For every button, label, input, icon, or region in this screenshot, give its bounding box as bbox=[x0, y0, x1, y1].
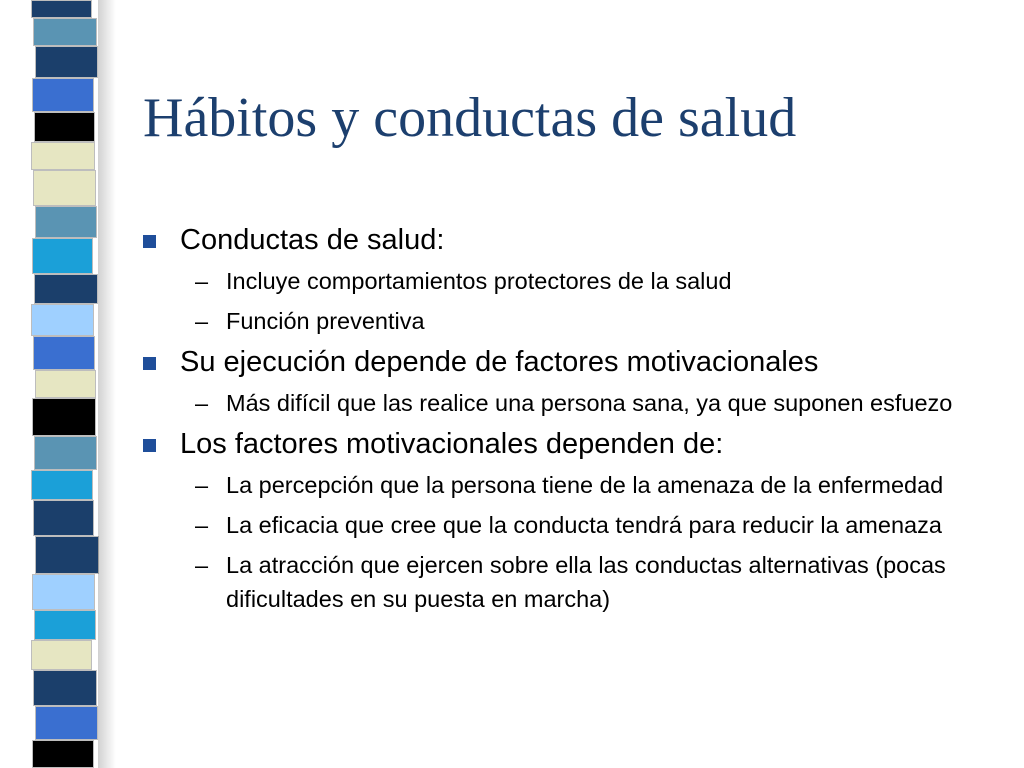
stripe-block bbox=[31, 142, 95, 170]
square-bullet-icon bbox=[143, 235, 156, 248]
sub-bullet-item bbox=[140, 304, 1000, 338]
stripe-block bbox=[31, 0, 92, 18]
stripe-block bbox=[32, 740, 94, 768]
stripe-block bbox=[31, 640, 92, 670]
stripe-block bbox=[34, 610, 96, 640]
dash-icon: – bbox=[195, 472, 209, 498]
stripe-block bbox=[31, 304, 94, 336]
stripe-block bbox=[34, 274, 98, 304]
dash-icon: – bbox=[195, 552, 209, 578]
bullet-text: Conductas de salud: bbox=[180, 224, 445, 256]
dash-icon: – bbox=[195, 512, 209, 538]
sub-bullet-item bbox=[140, 386, 1000, 420]
sub-bullet-text: La eficacia que cree que la conducta tendrá para reducir la amenaza bbox=[226, 512, 942, 538]
stripe-block bbox=[32, 574, 95, 610]
stripe-block bbox=[32, 398, 96, 436]
stripe-block bbox=[33, 500, 94, 536]
stripe-block bbox=[33, 670, 97, 706]
bullet-item bbox=[140, 222, 1000, 258]
sub-bullet-text: Incluye comportamientos protectores de la salud bbox=[226, 268, 732, 294]
decorative-stripe bbox=[0, 0, 115, 768]
square-bullet-icon bbox=[143, 439, 156, 452]
stripe-block bbox=[35, 536, 99, 574]
bullet-item bbox=[140, 426, 1000, 462]
stripe-shadow bbox=[98, 0, 116, 768]
stripe-block bbox=[35, 706, 98, 740]
square-bullet-icon bbox=[143, 357, 156, 370]
stripe-block bbox=[35, 46, 98, 78]
sub-bullet-item bbox=[140, 468, 1000, 502]
stripe-block bbox=[35, 370, 96, 398]
bullet-item bbox=[140, 344, 1000, 380]
stripe-block bbox=[32, 78, 94, 112]
sub-bullet-text: Más difícil que las realice una persona sana, ya que suponen esfuezo bbox=[226, 390, 953, 416]
stripe-block bbox=[33, 336, 95, 370]
stripe-block bbox=[35, 206, 97, 238]
sub-bullet-item bbox=[140, 264, 1000, 298]
stripe-block bbox=[31, 470, 93, 500]
slide-title: Hábitos y conductas de salud bbox=[143, 87, 797, 149]
dash-icon: – bbox=[195, 390, 209, 416]
bullet-text: Los factores motivacionales dependen de: bbox=[180, 428, 724, 460]
stripe-block bbox=[32, 238, 93, 274]
sub-bullet-item bbox=[140, 548, 1000, 616]
stripe-block bbox=[34, 436, 97, 470]
sub-bullet-item bbox=[140, 508, 1000, 542]
sub-bullet-text: La atracción que ejercen sobre ella las conductas alternativas (pocas dificultades en su puesta en marcha) bbox=[226, 552, 946, 612]
dash-icon: – bbox=[195, 268, 209, 294]
stripe-block bbox=[33, 170, 96, 206]
stripe-block bbox=[34, 112, 95, 142]
bullet-text: Su ejecución depende de factores motivacionales bbox=[180, 346, 819, 378]
dash-icon: – bbox=[195, 308, 209, 334]
stripe-block bbox=[33, 18, 97, 46]
sub-bullet-text: Función preventiva bbox=[226, 308, 425, 334]
bullet-list bbox=[140, 222, 1000, 622]
sub-bullet-text: La percepción que la persona tiene de la amenaza de la enfermedad bbox=[226, 472, 944, 498]
